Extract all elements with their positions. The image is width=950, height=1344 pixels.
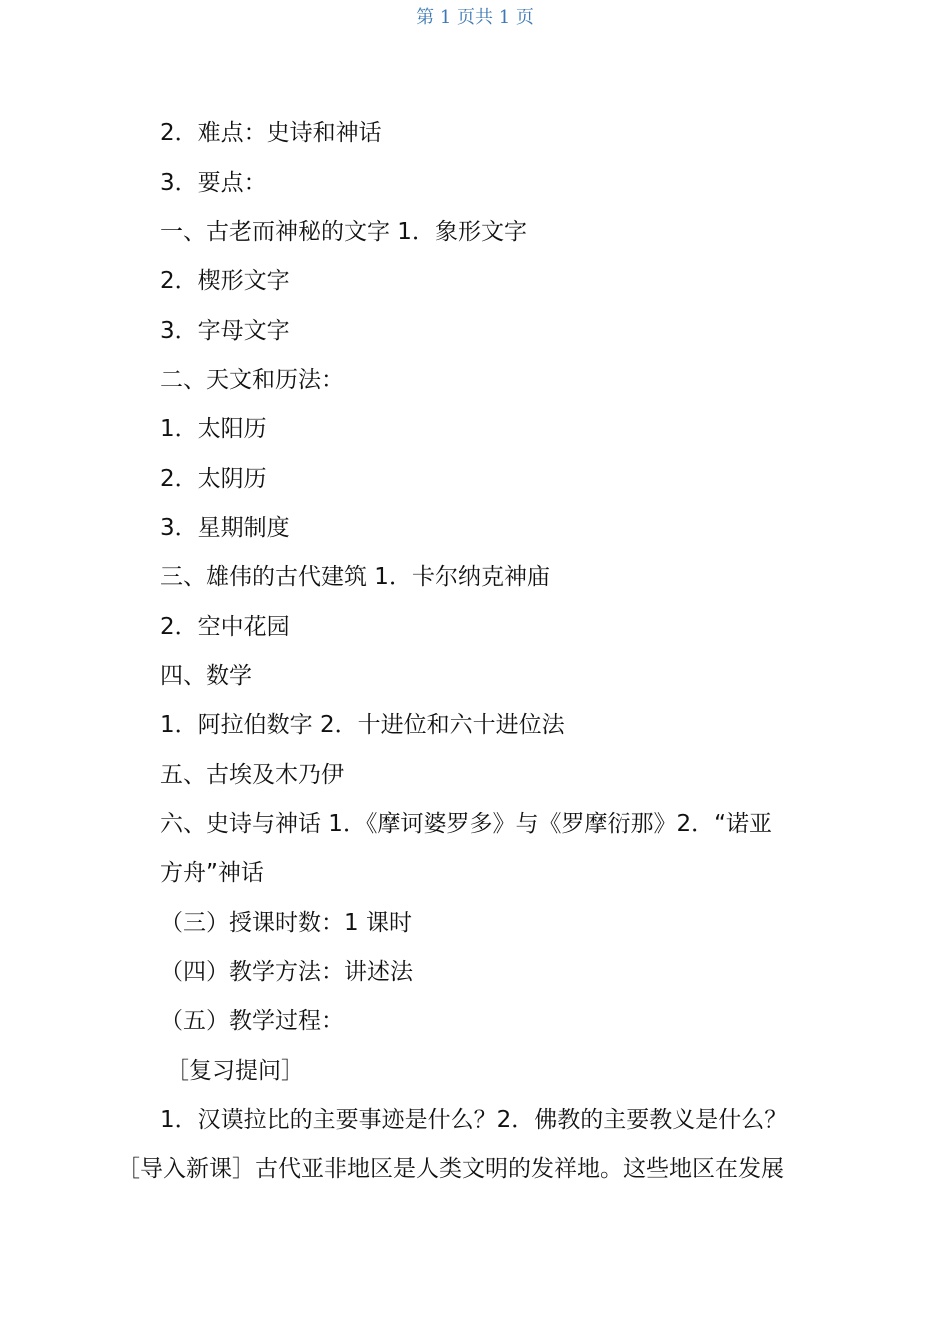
- text-line: ［导入新课］古代亚非地区是人类文明的发祥地。这些地区在发展: [117, 1156, 784, 1182]
- subsection-heading: （五）教学过程：: [160, 1008, 344, 1034]
- text-line: 1．汉谟拉比的主要事迹是什么？2．佛教的主要教义是什么？: [160, 1107, 788, 1133]
- text-line: 2．楔形文字: [160, 268, 290, 294]
- section-heading: 四、数学: [160, 663, 252, 689]
- subsection-heading: （三）授课时数：1 课时: [160, 910, 412, 936]
- section-heading: 五、古埃及木乃伊: [160, 762, 344, 788]
- section-heading: 三、雄伟的古代建筑 1．卡尔纳克神庙: [160, 564, 550, 590]
- text-line: 2．难点：史诗和神话: [160, 120, 382, 146]
- section-heading: 六、史诗与神话 1．《摩诃婆罗多》与《罗摩衍那》2．“诺亚: [160, 811, 772, 837]
- text-line: 1．太阳历: [160, 416, 267, 442]
- subsection-heading: （四）教学方法：讲述法: [160, 959, 413, 985]
- bracket-heading: ［复习提问］: [166, 1058, 304, 1084]
- page-indicator: 第 1 页共 1 页: [416, 7, 534, 28]
- text-line: 3．字母文字: [160, 318, 290, 344]
- text-line: 3．要点：: [160, 170, 267, 196]
- section-heading: 二、天文和历法：: [160, 367, 344, 393]
- text-line: 2．空中花园: [160, 614, 290, 640]
- text-line: 1．阿拉伯数字 2．十进位和六十进位法: [160, 712, 565, 738]
- text-line: 方舟”神话: [160, 860, 264, 886]
- text-line: 2．太阴历: [160, 466, 267, 492]
- text-line: 3．星期制度: [160, 515, 290, 541]
- section-heading: 一、古老而神秘的文字 1．象形文字: [160, 219, 527, 245]
